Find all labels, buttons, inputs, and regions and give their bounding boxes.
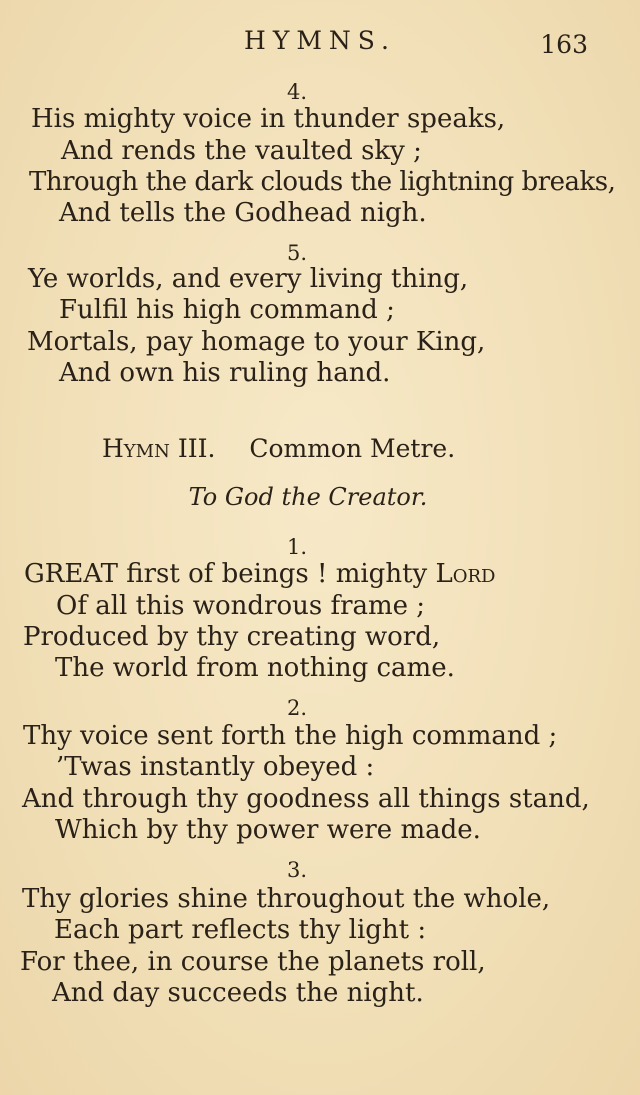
verse-line: And through thy goodness all things stand, — [22, 784, 590, 814]
verse-line: Through the dark clouds the lightning breaks, — [29, 167, 616, 197]
verse-line — [24, 559, 495, 589]
verse-line: Thy glories shine throughout the whole, — [22, 884, 551, 914]
hymn-number: III. — [177, 434, 216, 463]
verse-line: And day succeeds the night. — [52, 978, 424, 1008]
hymn-label: Hymn — [102, 434, 170, 463]
verse-line: And rends the vaulted sky ; — [61, 136, 422, 166]
verse-line: Thy voice sent forth the high command ; — [23, 721, 558, 751]
verse-line: For thee, in course the planets roll, — [20, 947, 486, 977]
verse-line: Mortals, pay homage to your King, — [27, 327, 486, 357]
verse-line: Fulfil his high command ; — [59, 295, 395, 325]
verse-line: The world from nothing came. — [55, 653, 455, 683]
stanza-number: 5. — [286, 241, 308, 265]
running-header: HYMNS. — [244, 26, 396, 55]
stanza-number: 2. — [286, 696, 308, 720]
verse-line: Which by thy power were made. — [55, 815, 481, 845]
stanza-number: 1. — [286, 535, 308, 559]
stanza-number: 3. — [286, 858, 308, 882]
hymn-subtitle: To God the Creator. — [188, 483, 428, 511]
verse-line: Of all this wondrous frame ; — [56, 591, 426, 621]
stanza-number: 4. — [286, 80, 308, 104]
verse-line: And own his ruling hand. — [59, 358, 391, 388]
verse-line: Each part reflects thy light : — [54, 915, 427, 945]
small-caps-word: Lord — [435, 559, 496, 589]
verse-text: GREAT first of beings ! mighty — [24, 559, 428, 589]
hymn-metre: Common Metre. — [249, 434, 456, 463]
verse-line: Ye worlds, and every living thing, — [28, 264, 469, 294]
verse-line: His mighty voice in thunder speaks, — [31, 104, 506, 134]
verse-line: And tells the Godhead nigh. — [59, 198, 427, 228]
page-number: 163 — [540, 30, 588, 59]
verse-line: ’Twas instantly obeyed : — [56, 752, 375, 782]
hymn-heading — [102, 434, 455, 463]
verse-line: Produced by thy creating word, — [23, 622, 441, 652]
